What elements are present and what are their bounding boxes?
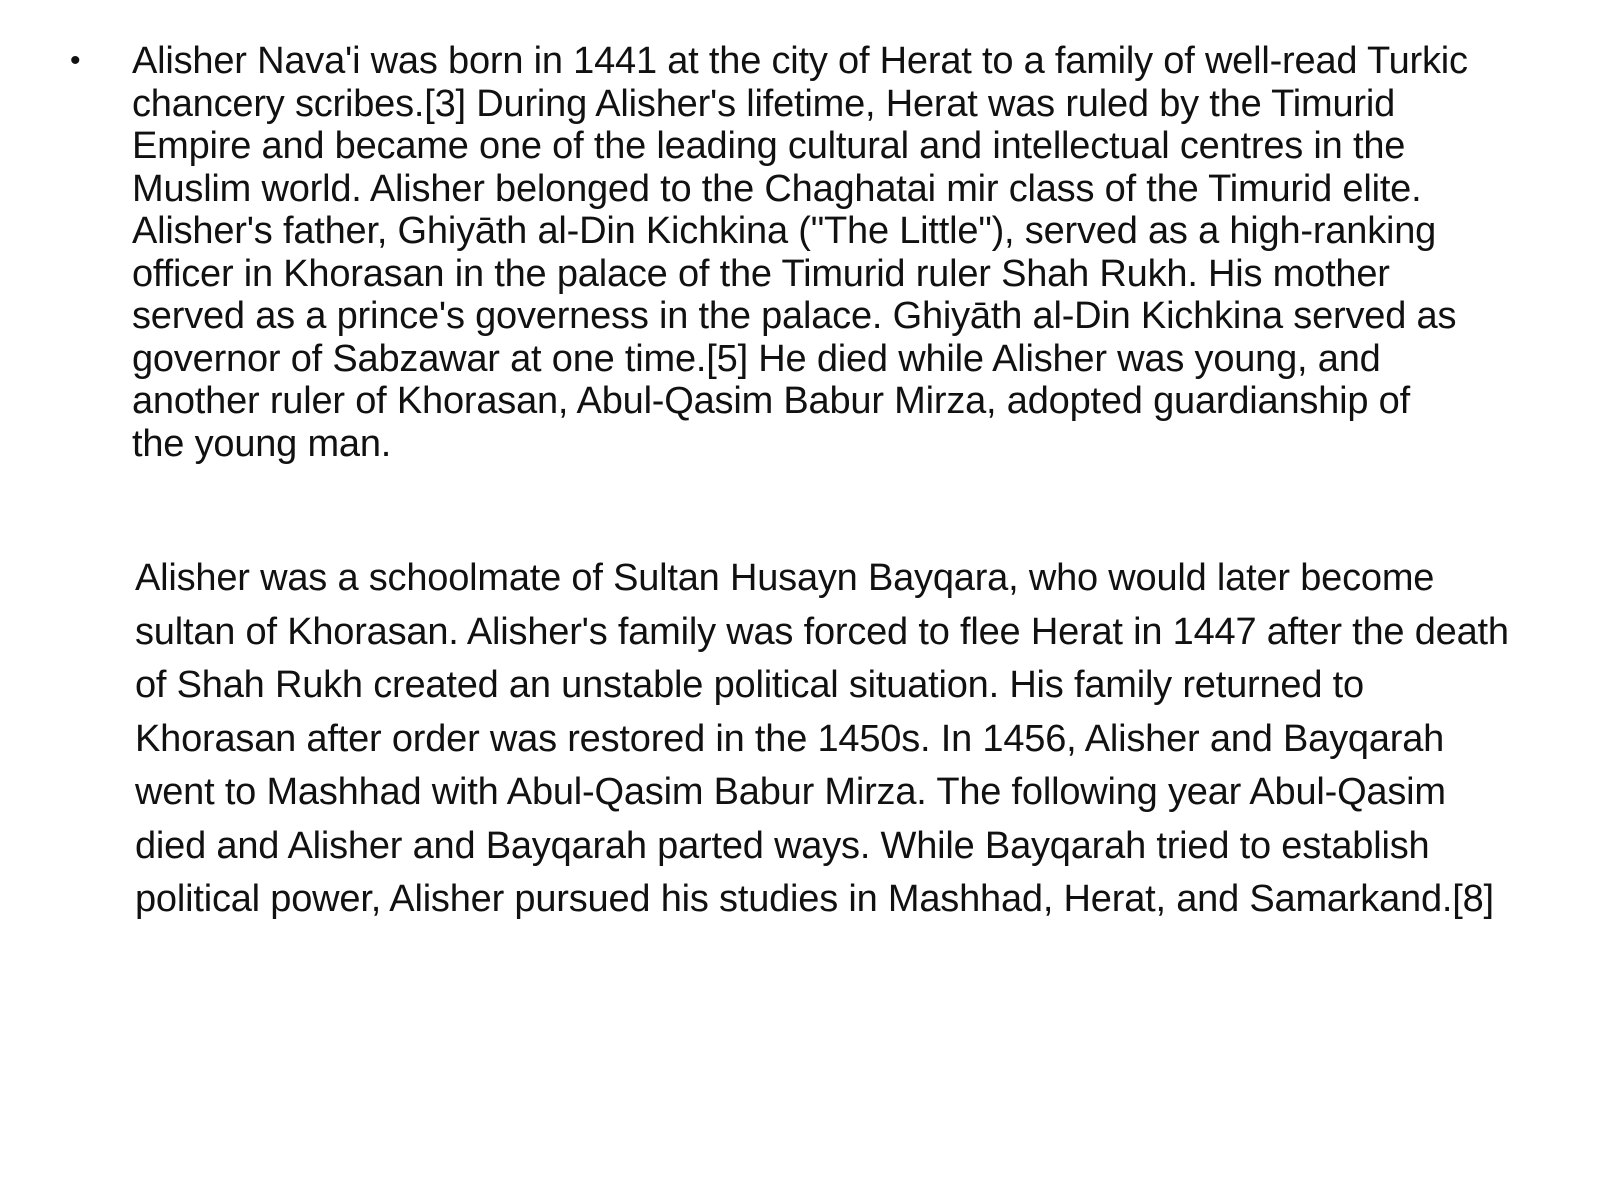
second-paragraph-text: Alisher was a schoolmate of Sultan Husayn Bayqara, who would later become sultan of Khorasan. Alisher's family was forced to flee Herat in 1447 after the death of Shah Rukh created an unstable political situation. His family returned to Khorasan after order was restored in the 1450s. In 1456, Alisher and Bayqarah went to Mashhad with Abul-Qasim Babur Mirza. The following year Abul-Qasim died and Alisher and Bayqarah parted ways. While Bayqarah tried to establish political power, Alisher pursued his studies in Mashhad, Herat, and Samarkand.[8] — [135, 557, 1509, 920]
bullet-icon: • — [70, 44, 81, 77]
bulleted-paragraph — [70, 40, 1490, 465]
bullet-paragraph-text: Alisher Nava'i was born in 1441 at the city of Herat to a family of well-read Turkic chancery scribes.[3] During Alisher's lifetime, Herat was ruled by the Timurid Empire and became one of the leading cultural and intellectual centres in the Muslim world. Alisher belonged to the Chaghatai mir class of the Timurid elite. Alisher's father, Ghiyāth al-Din Kichkina ("The Little"), served as a high-ranking officer in Khorasan in the palace of the Timurid ruler Shah Rukh. His mother served as a prince's governess in the palace. Ghiyāth al-Din Kichkina served as governor of Sabzawar at one time.[5] He died while Alisher was young, and another ruler of Khorasan, Abul-Qasim Babur Mirza, adopted guardianship of the young man. — [132, 40, 1468, 465]
